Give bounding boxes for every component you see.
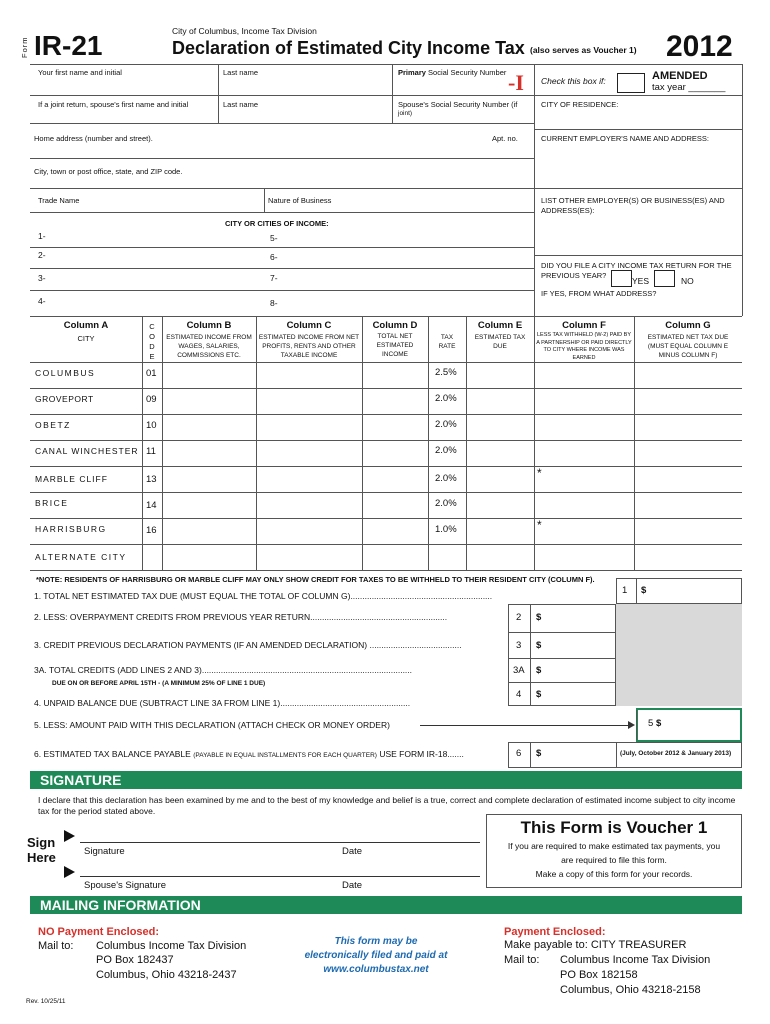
employer-label: CURRENT EMPLOYER'S NAME AND ADDRESS: <box>541 134 709 143</box>
voucher-title: This Form is Voucher 1 <box>520 818 708 837</box>
city-code: 01 <box>146 368 157 379</box>
city-state-zip-label: City, town or post office, state, and ZIP code. <box>34 167 183 176</box>
line6-note: (July, October 2012 & January 2013) <box>620 750 732 757</box>
city-name: CANAL WINCHESTER <box>35 446 139 456</box>
last-name-label: Last name <box>223 68 259 77</box>
table-row <box>30 518 742 545</box>
agency-name: City of Columbus, Income Tax Division <box>172 26 317 36</box>
city-rate: 2.0% <box>435 498 457 509</box>
line3-text: 3. CREDIT PREVIOUS DECLARATION PAYMENTS (IF AN AMENDED DECLARATION) ....................................... <box>34 640 462 650</box>
col-f-sub: LESS TAX WITHHELD (W-2) PAID BY A PARTNERSHIP OR PAID DIRECTLY TO CITY WHERE INCOME WAS EARNED <box>536 332 632 361</box>
mailing-bar <box>30 896 742 914</box>
efile-url[interactable]: www.columbustax.net <box>323 964 429 975</box>
line3-num: 3 <box>516 640 522 651</box>
apt-label: Apt. no. <box>492 134 518 143</box>
line2-dollar: $ <box>536 612 542 623</box>
city-slot-8: 8- <box>270 298 278 308</box>
payment-label: Payment Enclosed: <box>504 926 606 938</box>
form-title: Declaration of Estimated City Income Tax <box>172 38 525 58</box>
amended-marker: -I <box>508 70 524 95</box>
line5-dollar: $ <box>656 718 662 729</box>
city-code: 09 <box>146 394 157 405</box>
sign-arrow-icon <box>64 866 75 878</box>
line6-text: 6. ESTIMATED TAX BALANCE PAYABLE <box>34 749 191 759</box>
line2-num: 2 <box>516 612 522 623</box>
city-code: 13 <box>146 474 157 485</box>
no-payment-label: NO Payment Enclosed: <box>38 926 160 938</box>
arrow-icon <box>628 721 635 729</box>
city-star: * <box>537 518 542 532</box>
joint-first-label: If a joint return, spouse's first name and initial <box>38 100 189 109</box>
city-name: GROVEPORT <box>35 394 94 404</box>
col-b-sub: ESTIMATED INCOME FROM WAGES, SALARIES, COMMISSIONS ETC. <box>166 334 252 359</box>
line5-num: 5 <box>648 718 654 729</box>
here-label: Here <box>27 850 56 865</box>
col-rate-title: TAX RATE <box>438 334 456 350</box>
table-row <box>30 544 742 570</box>
line6-dollar: $ <box>536 748 542 759</box>
declaration-text: I declare that this declaration has been examined by me and to the best of my knowledge and belief is a true, correct and complete declaration of estimated income subject to city income tax for the period stated above. <box>38 795 736 816</box>
sign-label: Sign <box>27 835 56 850</box>
tax-year: 2012 <box>666 30 733 63</box>
line4-dollar: $ <box>536 689 542 700</box>
code-letter: C <box>149 322 155 331</box>
efile-line1: This form may be <box>334 936 418 947</box>
yes-checkbox[interactable] <box>611 270 632 287</box>
table-row <box>30 466 742 493</box>
table-row <box>30 414 742 441</box>
revision-date: Rev. 10/25/11 <box>26 998 66 1005</box>
mail-to-label: Mail to: <box>38 940 74 952</box>
signature-bar <box>30 771 742 789</box>
col-d-title: Column D <box>372 320 418 331</box>
line2-text: 2. LESS: OVERPAYMENT CREDITS FROM PREVIOUS YEAR RETURN.......................................................... <box>34 612 448 622</box>
nature-label: Nature of Business <box>268 196 332 205</box>
p-address-2: PO Box 182158 <box>560 969 638 981</box>
city-code: 16 <box>146 525 157 536</box>
prior-year-question: DID YOU FILE A CITY INCOME TAX RETURN FOR THE PREVIOUS YEAR? <box>541 261 732 280</box>
city-code: 10 <box>146 420 157 431</box>
col-b-title: Column B <box>186 320 232 331</box>
city-rate: 2.0% <box>435 445 457 456</box>
mailing-heading: MAILING INFORMATION <box>40 897 201 913</box>
date-label: Date <box>342 846 363 857</box>
line3-dollar: $ <box>536 640 542 651</box>
spouse-ssn-label2: joint) <box>398 110 413 117</box>
city-name: BRICE <box>35 498 69 508</box>
col-c-title: Column C <box>286 320 332 331</box>
city-name: COLUMBUS <box>35 368 96 378</box>
city-name: MARBLE CLIFF <box>35 474 108 484</box>
payable-to: Make payable to: CITY TREASURER <box>504 939 687 951</box>
p-address-3: Columbus, Ohio 43218-2158 <box>560 984 701 996</box>
residency-note: *NOTE: RESIDENTS OF HARRISBURG OR MARBLE CLIFF MAY ONLY SHOW CREDIT FOR TAXES TO BE WITHHELD TO THEIR RESIDENT CITY (COLUMN F). <box>36 575 595 584</box>
spouse-ssn-label: Spouse's Social Security Number (if <box>398 100 518 109</box>
amended-label: AMENDED <box>652 70 708 82</box>
city-of-residence-label: CITY OF RESIDENCE: <box>541 100 619 109</box>
line6-small: (PAYABLE IN EQUAL INSTALLMENTS FOR EACH QUARTER) <box>193 752 377 759</box>
table-row <box>30 362 742 389</box>
col-f-title: Column F <box>562 320 606 331</box>
np-address-2: PO Box 182437 <box>96 954 174 966</box>
code-letter: E <box>149 352 155 361</box>
signature-heading: SIGNATURE <box>40 772 122 788</box>
home-address-label: Home address (number and street). <box>34 134 153 143</box>
other-employers-label: LIST OTHER EMPLOYER(S) OR BUSINESS(ES) AND ADDRESS(ES): <box>541 196 725 215</box>
col-e-sub: ESTIMATED TAX DUE <box>474 334 526 350</box>
city-slot-3: 3- <box>38 273 46 283</box>
shaded-area <box>616 604 742 706</box>
city-slot-7: 7- <box>270 273 278 283</box>
table-row <box>30 388 742 415</box>
spouse-signature-label: Spouse's Signature <box>84 880 167 891</box>
line4-text: 4. UNPAID BALANCE DUE (SUBTRACT LINE 3A FROM LINE 1)....................................................... <box>34 698 411 708</box>
table-row <box>30 492 742 519</box>
ssn-label: Social Security Number <box>428 68 507 77</box>
col-c-sub: ESTIMATED INCOME FROM NET PROFITS, RENTS AND OTHER TAXABLE INCOME <box>258 334 360 359</box>
joint-last-label: Last name <box>223 100 259 109</box>
np-address-1: Columbus Income Tax Division <box>96 940 247 952</box>
amended-checkbox[interactable] <box>617 73 645 93</box>
efile-line2: electronically filed and paid at <box>304 950 448 961</box>
city-slot-1: 1- <box>38 231 46 241</box>
city-slot-2: 2- <box>38 250 46 260</box>
p-address-1: Columbus Income Tax Division <box>560 954 711 966</box>
voucher-line1: If you are required to make estimated tax payments, you <box>507 841 721 851</box>
col-d-sub: TOTAL NET ESTIMATED INCOME <box>376 333 414 358</box>
line1-dollar: $ <box>641 585 647 596</box>
spouse-signature-line[interactable] <box>80 876 480 877</box>
col-g-title: Column G <box>665 320 711 331</box>
city-star: * <box>537 466 542 480</box>
col-a-title: Column A <box>63 320 109 331</box>
np-address-3: Columbus, Ohio 43218-2437 <box>96 969 237 981</box>
city-rate: 2.0% <box>435 419 457 430</box>
city-name: HARRISBURG <box>35 524 107 534</box>
amended-tax-year: tax year _______ <box>652 82 726 93</box>
signature-label: Signature <box>84 846 125 857</box>
form-word: Form <box>20 36 29 58</box>
col-g-sub: ESTIMATED NET TAX DUE (MUST EQUAL COLUMN E MINUS COLUMN F) <box>647 334 729 359</box>
city-code: 11 <box>146 446 156 457</box>
city-slot-4: 4- <box>38 296 46 306</box>
sign-arrow-icon <box>64 830 75 842</box>
line1-num: 1 <box>622 585 628 596</box>
yes-label: YES <box>632 276 650 286</box>
first-name-label: Your first name and initial <box>38 68 122 77</box>
city-name: OBETZ <box>35 420 71 430</box>
city-rate: 1.0% <box>435 524 457 535</box>
voucher-line3: Make a copy of this form for your records. <box>535 869 693 879</box>
signature-line[interactable] <box>80 842 480 843</box>
line3a-dollar: $ <box>536 665 542 676</box>
voucher-line2: are required to file this form. <box>561 855 667 865</box>
no-checkbox[interactable] <box>654 270 675 287</box>
primary-label: Primary <box>398 68 426 77</box>
city-rate: 2.0% <box>435 393 457 404</box>
line3a-num: 3A <box>513 665 525 676</box>
city-rate: 2.5% <box>435 367 457 378</box>
line3a-text: 3A. TOTAL CREDITS (ADD LINES 2 AND 3)......................................................................................... <box>34 665 413 675</box>
cities-label: CITY OR CITIES OF INCOME: <box>225 219 329 228</box>
city-rate: 2.0% <box>435 473 457 484</box>
date-label-2: Date <box>342 880 363 891</box>
mail-to-label-2: Mail to: <box>504 954 540 966</box>
line6-num: 6 <box>516 748 522 759</box>
form-id: IR-21 <box>34 30 103 61</box>
line6-tail: USE FORM IR-18....... <box>379 749 464 759</box>
trade-name-label: Trade Name <box>38 196 80 205</box>
table-row <box>30 440 742 467</box>
city-code: 14 <box>146 500 157 511</box>
city-name: ALTERNATE CITY <box>35 552 127 562</box>
col-e-title: Column E <box>477 320 523 331</box>
due-note: DUE ON OR BEFORE APRIL 15TH - (A MINIMUM 25% OF LINE 1 DUE) <box>52 680 266 687</box>
line1-text: 1. TOTAL NET ESTIMATED TAX DUE (MUST EQUAL THE TOTAL OF COLUMN G)............................................................ <box>34 591 493 601</box>
line5-text: 5. LESS: AMOUNT PAID WITH THIS DECLARATION (ATTACH CHECK OR MONEY ORDER) <box>34 720 390 730</box>
check-box-label: Check this box if: <box>541 76 606 86</box>
col-a-sub: CITY <box>77 334 95 343</box>
line4-num: 4 <box>516 689 522 700</box>
city-slot-5: 5- <box>270 233 278 243</box>
code-letter: D <box>149 342 155 351</box>
city-slot-6: 6- <box>270 252 278 262</box>
no-label: NO <box>681 276 694 286</box>
if-yes-label: IF YES, FROM WHAT ADDRESS? <box>541 289 657 298</box>
code-letter: O <box>149 332 155 341</box>
form-subtitle: (also serves as Voucher 1) <box>530 45 637 55</box>
